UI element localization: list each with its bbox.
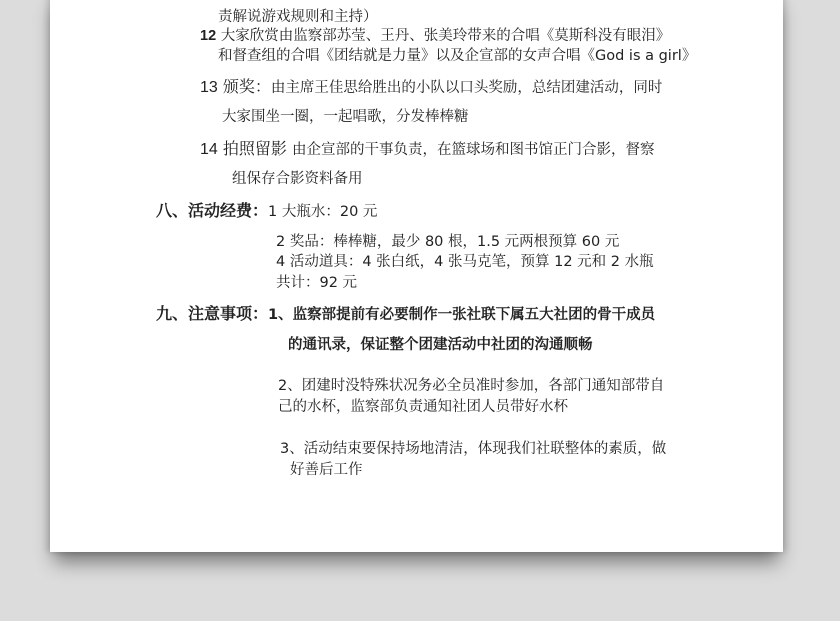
expense-line-3: 4 活动道具：4 张白纸，4 张马克笔，预算 12 元和 2 水瓶 [276,254,654,270]
item-13-line-1 [200,78,662,97]
note-2-line-1: 2、团建时没特殊状况务必全员准时参加，各部门通知部带自 [278,378,665,394]
item-13-title: 颁奖： [222,77,271,96]
expense-line-2: 2 奖品：棒棒糖，最少 80 根，1.5 元两根预算 60 元 [276,234,620,250]
item-14-line-1 [200,140,655,159]
item-14-title: 拍照留影 [222,139,287,158]
section-8-heading: 八、活动经费： [156,201,269,220]
item-11-continuation: 责解说游戏规则和主持） [218,9,378,25]
item-13-number: 13 [200,79,218,96]
item-13-line-2: 大家围坐一圈，一起唱歌，分发棒棒糖 [222,109,469,125]
note-3-line-1: 3、活动结束要保持场地清洁，体现我们社联整体的素质，做 [280,441,667,457]
item-12-line-1 [200,27,670,45]
note-1-line-1: 1、监察部提前有必要制作一张社联下属五大社团的骨干成员 [268,307,656,323]
section-9-row [156,305,655,324]
item-14-text-1: 由企宣部的干事负责，在篮球场和图书馆正门合影，督察 [292,142,655,158]
note-1-line-2: 的通讯录，保证整个团建活动中社团的沟通顺畅 [288,337,593,353]
expense-line-4: 共计：92 元 [276,275,358,291]
expense-line-1: 1 大瓶水：20 元 [268,204,378,220]
document-page [50,0,783,552]
item-12-line-2: 和督查组的合唱《团结就是力量》以及企宣部的女声合唱《God is a girl》 [218,48,697,64]
item-12-text-1: 大家欣赏由监察部苏莹、王丹、张美玲带来的合唱《莫斯科没有眼泪》 [220,28,671,44]
item-14-number: 14 [200,141,218,158]
item-13-text-1: 由主席王佳思给胜出的小队以口头奖励，总结团建活动，同时 [270,80,663,96]
note-3-line-2: 好善后工作 [290,462,363,478]
section-9-heading: 九、注意事项： [156,304,269,323]
item-12-number: 12 [200,28,217,44]
section-8-row [156,202,377,221]
note-2-line-2: 己的水杯，监察部负责通知社团人员带好水杯 [278,399,568,415]
item-14-line-2: 组保存合影资料备用 [232,171,363,187]
